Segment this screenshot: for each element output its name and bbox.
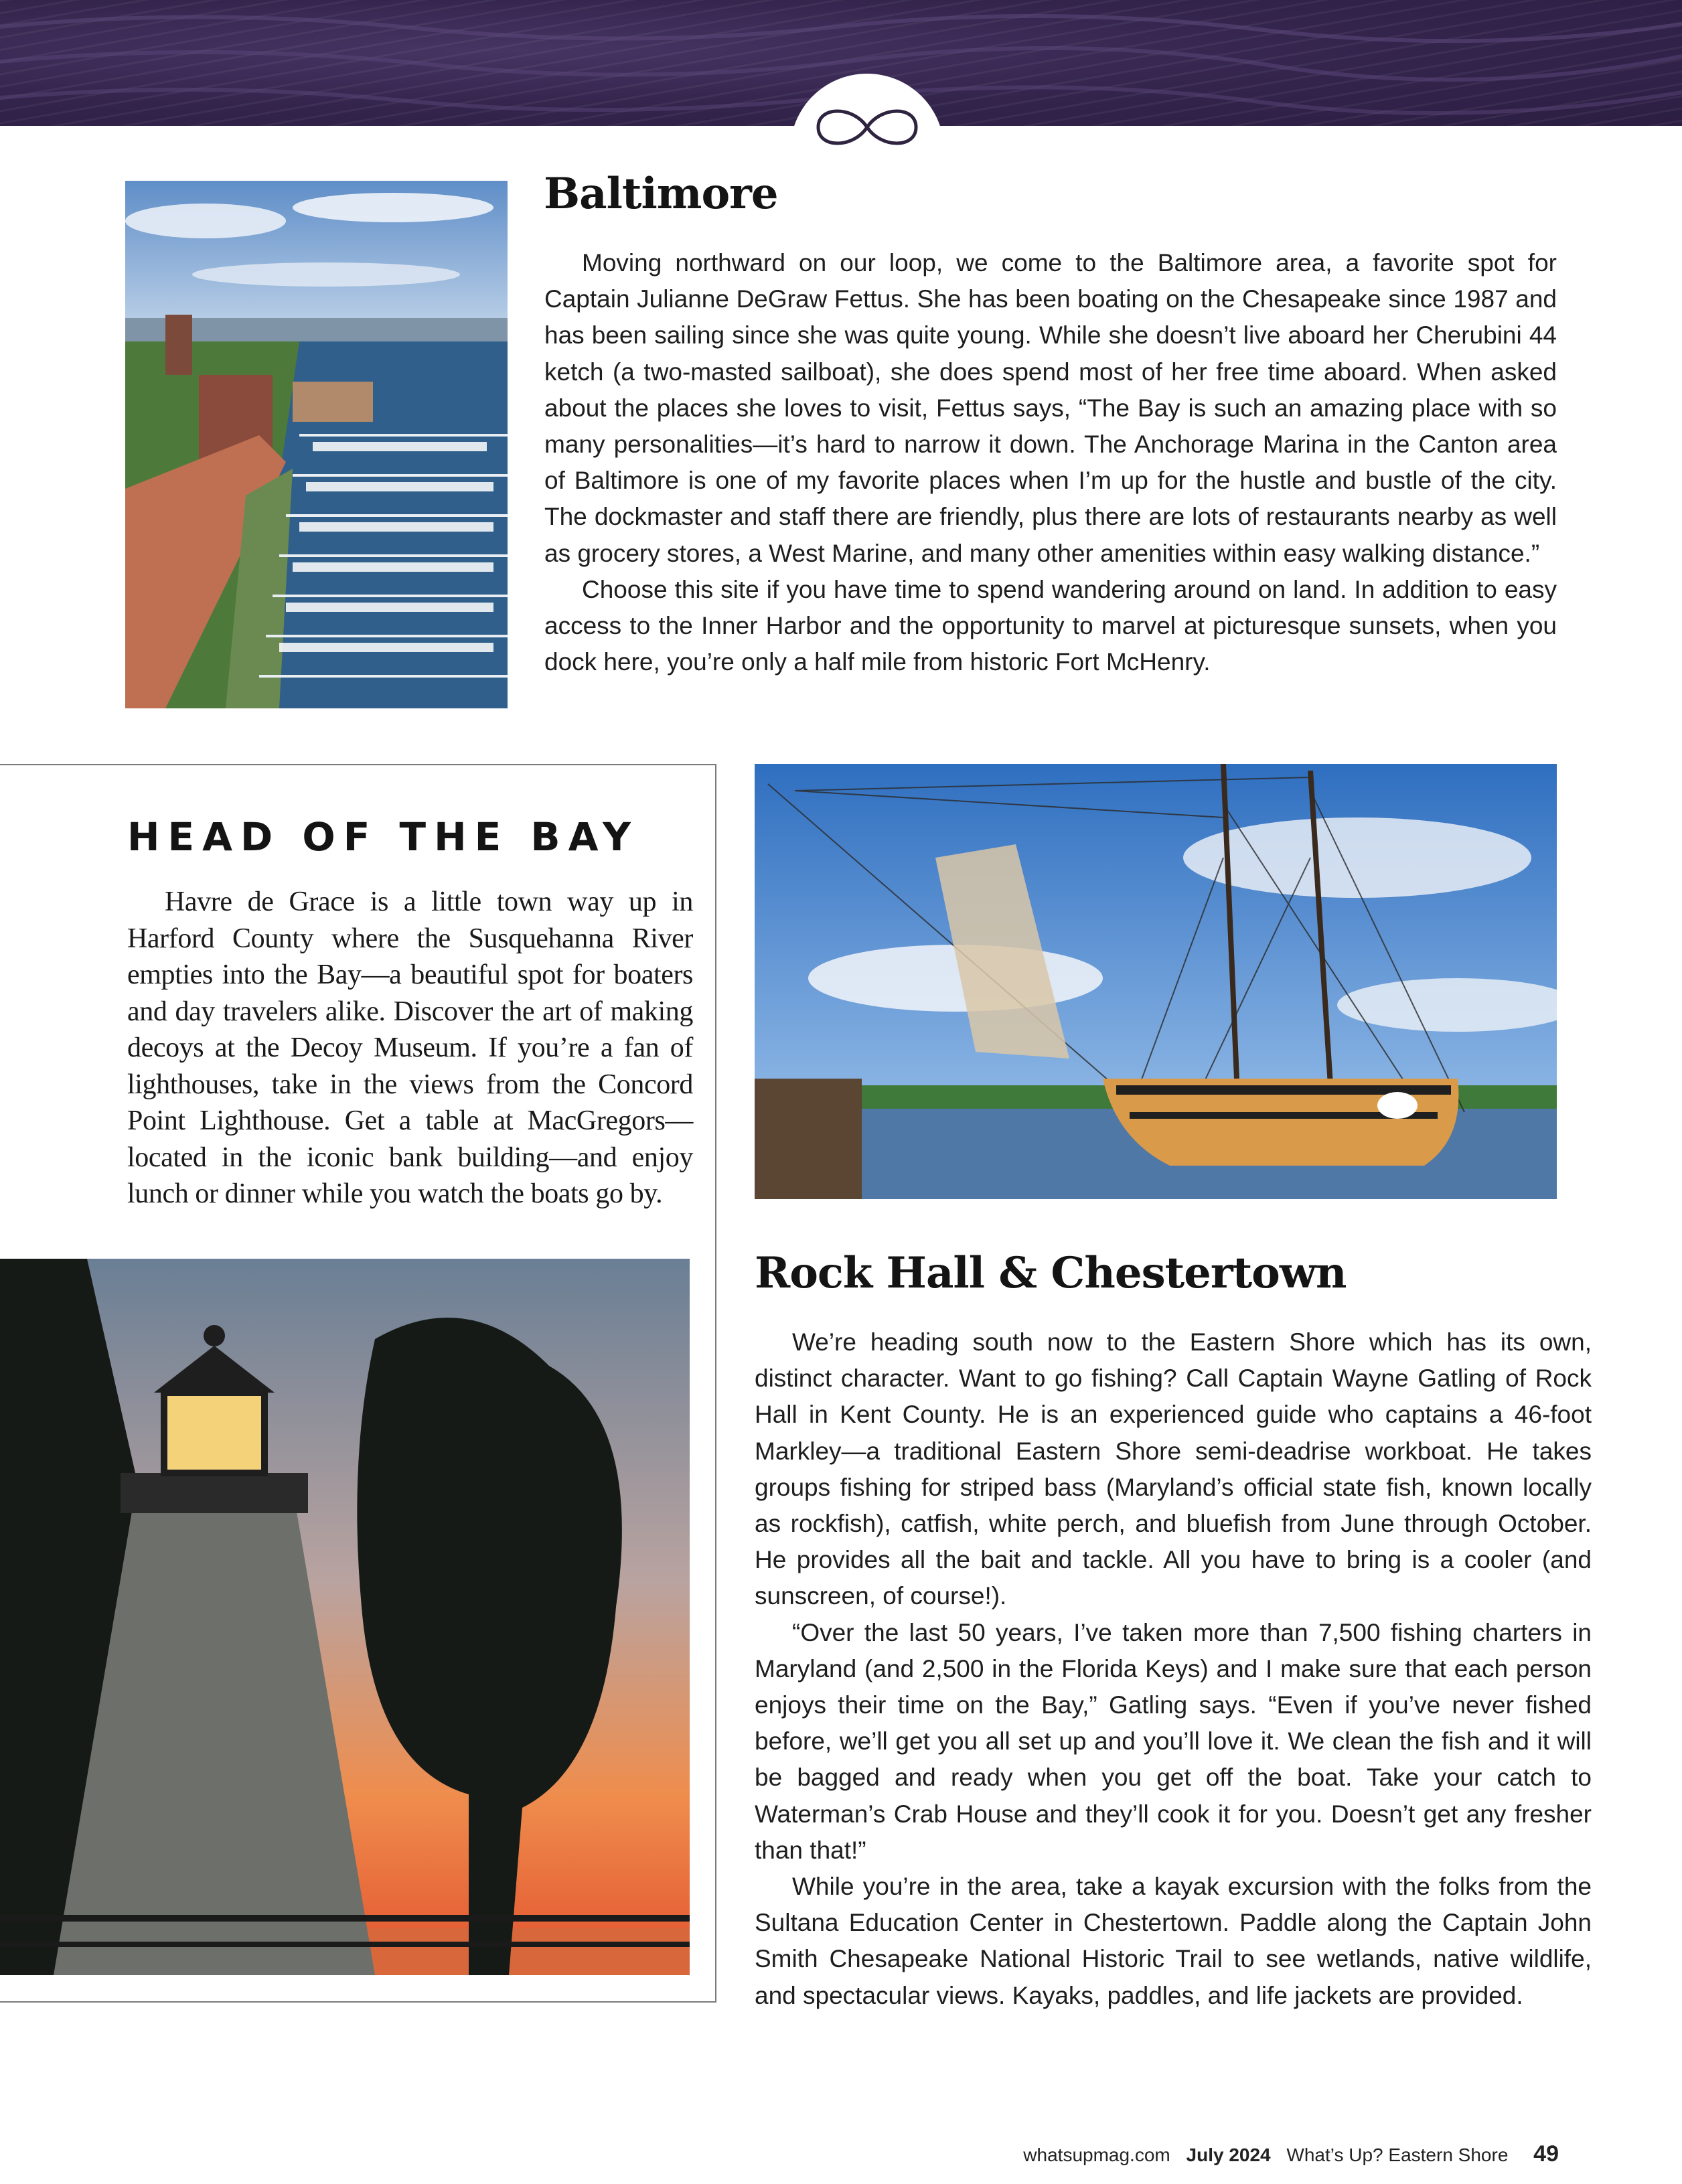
- rock-hall-paragraph-3: While you’re in the area, take a kayak excursion with the folks from the Sultana Education Center in Chestertown. Paddle along the Captain John Smith Chesapeake National Historic Trail to see wetlands, native wildlife, and spectacular views. Kayaks, paddles, and life jackets are provided.: [755, 1873, 1592, 2009]
- rock-hall-title: Rock Hall & Chestertown: [755, 1248, 1347, 1298]
- rock-hall-paragraph-1: We’re heading south now to the Eastern Shore which has its own, distinct character. Want to go fishing? Call Captain Wayne Gatling of Rock Hall in Kent County. He is an experienced guide who captains a 46-foot Markley—a traditional Eastern Shore semi-deadrise workboat. He takes groups fishing for striped bass (Maryland’s official state fish, known locally as rockfish), catfish, white perch, and bluefish from June through October. He provides all the bait and tackle. All you have to bring is a cooler (and sunscreen, of course!).: [755, 1328, 1592, 1610]
- infinity-loop-icon: [813, 100, 921, 154]
- footer-publication: What’s Up? Eastern Shore: [1286, 2144, 1509, 2165]
- lighthouse-photo: [0, 1259, 690, 1975]
- page-number: 49: [1533, 2141, 1559, 2167]
- aerial-marina-icon: [125, 181, 508, 708]
- head-of-bay-body: [127, 884, 693, 1213]
- head-of-bay-title: HEAD OF THE BAY: [127, 814, 639, 860]
- rock-hall-paragraph-2: “Over the last 50 years, I’ve taken more than 7,500 fishing charters in Maryland (and 2,500 in the Florida Keys) and I make sure that each person enjoys their time on the Bay,” Gatling says. “Even if you’ve never fished before, we’ll get you all set up and you’ll love it. We clean the fish and it will be bagged and ready when you get off the boat. Take your catch to Waterman’s Crab House and they’ll cook it for you. Doesn’t get any fresher than that!”: [755, 1618, 1592, 1864]
- baltimore-marina-photo: [125, 181, 508, 708]
- tall-ship-photo: [755, 764, 1557, 1199]
- page-footer: [1012, 2141, 1559, 2167]
- head-of-bay-paragraph: Havre de Grace is a little town way up in Harford County where the Susquehanna River empties into the Bay—a beautiful spot for boaters and day travelers alike. Discover the art of making decoys at the Decoy Museum. If you’re a fan of lighthouses, take in the views from the Concord Point Lighthouse. Get a table at MacGregors—located in the iconic bank building—and enjoy lunch or dinner while you watch the boats go by.: [127, 886, 693, 1209]
- tall-ship-photo-icon: [755, 764, 1557, 1199]
- baltimore-body: [544, 245, 1557, 680]
- baltimore-paragraph-2: Choose this site if you have time to spend wandering around on land. In addition to easy access to the Inner Harbor and the opportunity to marvel at picturesque sunsets, when you dock here, you’re only a half mile from historic Fort McHenry.: [544, 575, 1557, 676]
- baltimore-paragraph-1: Moving northward on our loop, we come to the Baltimore area, a favorite spot for Captain Julianne DeGraw Fettus. She has been boating on the Chesapeake since 1987 and has been sailing since she was quite young. While she doesn’t live aboard her Cherubini 44 ketch (a two-masted sailboat), she does spend most of her free time aboard. When asked about the places she loves to visit, Fettus says, “The Bay is such an amazing place with so many personalities—it’s hard to narrow it down. The Anchorage Marina in the Canton area of Baltimore is one of my favorite places when I’m up for the hustle and bustle of the city. The dockmaster and staff there are friendly, plus there are lots of restaurants nearby as well as grocery stores, a West Marine, and many other amenities within easy walking distance.”: [544, 249, 1557, 567]
- lighthouse-sunset-photo-icon: [0, 1259, 690, 1975]
- footer-site: whatsupmag.com: [1023, 2144, 1170, 2165]
- baltimore-title: Baltimore: [544, 169, 778, 219]
- rock-hall-body: [755, 1324, 1592, 2014]
- footer-issue: July 2024: [1186, 2144, 1271, 2165]
